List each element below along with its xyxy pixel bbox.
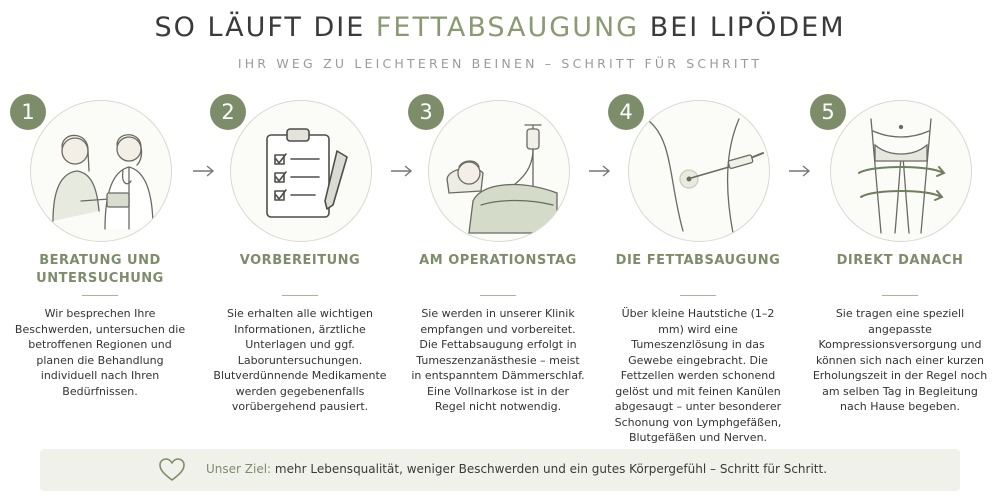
arrow-right-icon: [192, 164, 216, 178]
page-subtitle: IHR WEG ZU LEICHTEREN BEINEN – SCHRITT FÜR SCHRITT: [237, 56, 763, 71]
step-3-title: AM OPERATIONSTAG: [419, 253, 577, 268]
goal-text: [206, 462, 827, 476]
compression-legs-icon: [831, 101, 971, 241]
step-3-divider: [480, 295, 516, 296]
step-3-number: 3: [408, 94, 444, 130]
step-2-text: Sie erhalten alle wichtigen Informationen, ärztliche Unterlagen und ggf. Laboruntersuchungen. Blutverdünnende Medikamente werden gegebenenfalls vorübergehend pausiert.: [213, 307, 387, 413]
step-4-illustration: [628, 100, 770, 242]
step-3-text: Sie werden in unserer Klinik empfangen und vorbereitet. Die Fettabsaugung erfolgt in Tumeszenzanästhesie – meist in entspanntem Dämmerschlaf. Eine Vollnarkose ist in der Regel nicht notwendig.: [411, 307, 585, 413]
step-4-divider: [680, 295, 716, 296]
goal-body: mehr Lebensqualität, weniger Beschwerden und ein gutes Körpergefühl – Schritt für Schritt.: [274, 462, 828, 476]
step-3-illustration: [428, 100, 570, 242]
arrow-right-icon: [588, 164, 612, 178]
title-start: SO LÄUFT DIE: [154, 12, 366, 43]
patient-bed-icon: [429, 101, 569, 241]
goal-lead: Unser Ziel:: [206, 462, 272, 476]
step-1-title: BERATUNG UND UNTERSUCHUNG: [36, 253, 164, 286]
step-5-illustration: [830, 100, 972, 242]
page-title: [0, 12, 1000, 43]
title-accent: FETTABSAUGUNG: [375, 12, 640, 43]
step-5-divider: [882, 295, 918, 296]
step-4-number: 4: [608, 94, 644, 130]
heart-icon: [158, 457, 186, 483]
step-1-illustration: [30, 100, 172, 242]
arrow-right-icon: [390, 164, 414, 178]
step-2-number: 2: [210, 94, 246, 130]
step-5-title: DIREKT DANACH: [836, 253, 964, 268]
consultation-icon: [31, 101, 171, 241]
arrow-right-icon: [788, 164, 812, 178]
goal-banner: [40, 449, 960, 491]
step-2-illustration: [230, 100, 372, 242]
step-5-number: 5: [810, 94, 846, 130]
step-4-text: Über kleine Hautstiche (1–2 mm) wird eine Tumeszenzlösung in das Gewebe eingebracht. Die Fettzellen werden schonend gelöst und mit feinen Kanülen abgesaugt – unter besonderer Schonung von Lymphgefäßen, Blutgefäßen und Nerven.: [614, 307, 782, 444]
title-end: BEI LIPÖDEM: [649, 12, 846, 43]
step-1-number: 1: [10, 94, 46, 130]
step-5-text: Sie tragen eine speziell angepasste Kompressionsversorgung und können sich nach einer kurzen Erholungszeit in der Regel noch am selben Tag in Begleitung nach Hause begeben.: [812, 307, 988, 413]
step-1-text: Wir besprechen Ihre Beschwerden, untersuchen die betroffenen Regionen und planen die Behandlung individuell nach Ihren Bedürfnissen.: [14, 307, 186, 398]
cannula-icon: [629, 101, 769, 241]
step-4-title: DIE FETTABSAUGUNG: [615, 253, 781, 268]
step-2-title: VORBEREITUNG: [239, 253, 361, 268]
clipboard-checklist-icon: [231, 101, 371, 241]
step-2-divider: [282, 295, 318, 296]
step-1-divider: [82, 295, 118, 296]
